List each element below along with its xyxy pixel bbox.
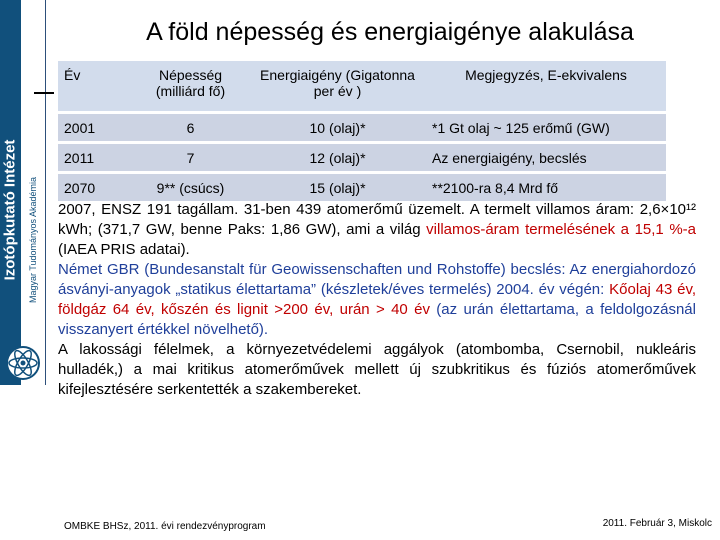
decorative-dash — [34, 92, 54, 94]
cell-year: 2001 — [58, 114, 132, 141]
population-energy-table — [58, 58, 666, 204]
cell-note: Az energiaigény, becslés — [426, 144, 666, 171]
cell-year: 2011 — [58, 144, 132, 171]
cell-year: 2070 — [58, 174, 132, 201]
cell-population: 6 — [132, 114, 249, 141]
table-row — [58, 114, 666, 141]
header-energy: Energiaigény (Gigatonna per év ) — [249, 61, 426, 111]
footer-program: OMBKE BHSz, 2011. évi rendezvényprogram — [64, 521, 266, 532]
cell-energy: 10 (olaj)* — [249, 114, 426, 141]
header-population: Népesség (milliárd fő) — [132, 61, 249, 111]
paragraph-bgr-estimate — [58, 260, 696, 340]
cell-note: *1 Gt olaj ~ 125 erőmű (GW) — [426, 114, 666, 141]
p2-highlight: Kőolaj 43 év, földgáz 64 év, kőszén és lignit >200 év, urán > 40 év — [58, 281, 696, 318]
table-header-row — [58, 61, 666, 111]
table-row — [58, 144, 666, 171]
p2-note: (az urán élettartama, a feldolgozásnál visszanyert értékkel növelhető). — [58, 301, 696, 338]
cell-energy: 12 (olaj)* — [249, 144, 426, 171]
academy-name: Magyar Tudományos Akadémia — [28, 176, 38, 304]
header-year: Év — [58, 61, 132, 111]
p1-highlight: villamos-áram termelésének a 15,1 %-a — [426, 221, 696, 238]
cell-energy: 15 (olaj)* — [249, 174, 426, 201]
institute-logo-icon — [5, 345, 41, 381]
cell-population: 7 — [132, 144, 249, 171]
paragraph-un-nuclear — [58, 200, 696, 260]
cell-population: 9** (csúcs) — [132, 174, 249, 201]
sidebar — [0, 0, 50, 385]
institute-name: Izotópkutató Intézet — [1, 139, 19, 281]
sidebar-divider — [45, 0, 46, 385]
cell-note: **2100-ra 8,4 Mrd fő — [426, 174, 666, 201]
body-text — [58, 200, 696, 400]
footer-date: 2011. Február 3, Miskolc — [602, 518, 712, 529]
p2-text: Német GBR (Bundesanstalt für Geowissenschaften und Rohstoffe) becslés: Az energiahordozó ásványi-anyagok „statikus élettartama” (készletek/éves termelés) 2004. év végén: — [58, 261, 696, 298]
p1-text: 2007, ENSZ 191 tagállam. 31-ben 439 atomerőmű üzemelt. A termelt villamos áram: 2,6×10¹² kWh; (371,7 GW, benne Paks: 1,86 GW), ami a világ — [58, 201, 696, 238]
table-row — [58, 174, 666, 201]
paragraph-public-concerns: A lakossági félelmek, a környezetvédelemi aggályok (atombomba, Csernobil, nukleáris hulladék,) a mai kritikus atomerőművek mellett új szubkritikus és fúziós atomerőművek kifejlesztésére serkentették a szakembereket. — [58, 341, 696, 398]
page-title: A föld népesség és energiaigénye alakulása — [146, 18, 634, 46]
p1-source: (IAEA PRIS adatai). — [58, 241, 190, 258]
header-note: Megjegyzés, E-ekvivalens — [426, 61, 666, 111]
